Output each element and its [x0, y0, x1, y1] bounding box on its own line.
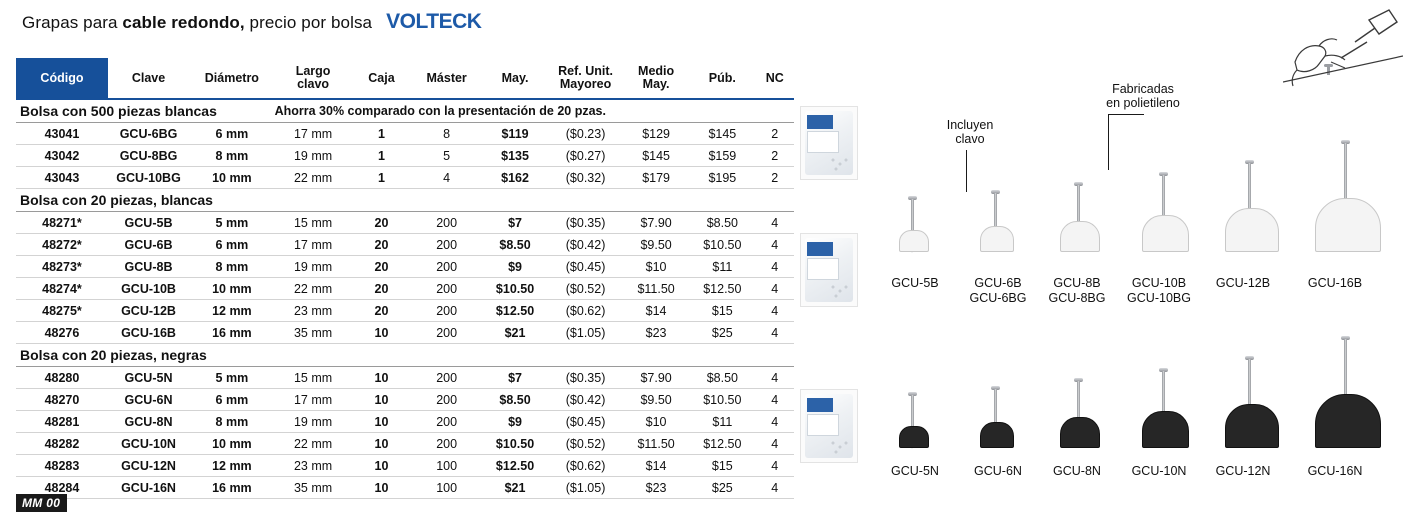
bag-contents-dots — [830, 284, 852, 300]
cell-may: $10.50 — [482, 433, 548, 455]
cell-largo: 19 mm — [275, 145, 352, 167]
product-label-gcu-10b: GCU-10B — [1131, 276, 1187, 290]
cell-refunit: ($0.42) — [548, 389, 623, 411]
cell-refunit: ($0.27) — [548, 145, 623, 167]
cell-pub: $145 — [689, 123, 755, 145]
cell-master: 100 — [411, 477, 482, 499]
cell-largo: 22 mm — [275, 278, 352, 300]
product-label-gcu-5n: GCU-5N — [891, 464, 939, 478]
section-title: Bolsa con 500 piezas blancas — [16, 99, 275, 123]
cell-clave: GCU-10N — [108, 433, 189, 455]
table-section-row — [16, 99, 794, 123]
product-label-gcu-10bg: GCU-10BG — [1127, 291, 1191, 305]
cell-refunit: ($0.52) — [548, 278, 623, 300]
page-title-suffix: precio por bolsa — [244, 13, 373, 32]
cell-pub: $159 — [689, 145, 755, 167]
cell-caja: 1 — [352, 145, 412, 167]
clip-white-gcu-8b — [1056, 182, 1108, 256]
clip-white-gcu-5b — [894, 196, 936, 256]
clip-body — [1225, 404, 1279, 448]
table-row — [16, 278, 794, 300]
cell-master: 100 — [411, 455, 482, 477]
cell-refunit: ($0.45) — [548, 411, 623, 433]
cell-diam: 12 mm — [189, 300, 274, 322]
cell-pub: $8.50 — [689, 367, 755, 389]
cell-caja: 10 — [352, 389, 412, 411]
table-row — [16, 167, 794, 189]
cell-pub: $11 — [689, 256, 755, 278]
cell-largo: 22 mm — [275, 167, 352, 189]
package-photo-20pcs-white — [800, 233, 858, 307]
clip-body — [1060, 221, 1100, 252]
cell-clave: GCU-10B — [108, 278, 189, 300]
cell-may: $10.50 — [482, 278, 548, 300]
clip-black-gcu-8n — [1056, 378, 1108, 452]
col-header-medio-may — [623, 58, 689, 99]
product-label-gcu-8bg: GCU-8BG — [1048, 291, 1106, 305]
col-header-medio-line2: May. — [642, 77, 670, 91]
cell-caja: 10 — [352, 477, 412, 499]
clip-black-gcu-12n — [1222, 356, 1288, 452]
cell-clave: GCU-12N — [108, 455, 189, 477]
clip-black-gcu-6n — [975, 386, 1021, 452]
cell-caja: 20 — [352, 212, 412, 234]
product-label-gcu-8b: GCU-8B — [1053, 276, 1101, 290]
col-header-codigo: Código — [16, 58, 108, 99]
cell-nc: 4 — [755, 322, 794, 344]
cell-clave: GCU-16B — [108, 322, 189, 344]
cell-caja: 10 — [352, 411, 412, 433]
cell-largo: 35 mm — [275, 322, 352, 344]
product-label-gcu-16b: GCU-16B — [1307, 276, 1363, 290]
table-row — [16, 411, 794, 433]
col-header-caja: Caja — [352, 58, 412, 99]
col-header-refunit-line2: Mayoreo — [559, 77, 612, 91]
table-row — [16, 322, 794, 344]
bag-label-blue — [807, 398, 833, 412]
cell-master: 8 — [411, 123, 482, 145]
cell-refunit: ($0.42) — [548, 234, 623, 256]
table-row — [16, 256, 794, 278]
bag-contents-dots — [830, 440, 852, 456]
bag-label-white — [807, 414, 839, 436]
cell-medio: $11.50 — [623, 278, 689, 300]
col-header-refunit-line1: Ref. Unit. — [558, 63, 613, 78]
cell-nc: 2 — [755, 123, 794, 145]
clip-body — [980, 226, 1014, 252]
cell-codigo: 48282 — [16, 433, 108, 455]
clip-body — [899, 230, 929, 252]
cell-nc: 4 — [755, 411, 794, 433]
cell-master: 200 — [411, 322, 482, 344]
cell-master: 200 — [411, 256, 482, 278]
cell-master: 200 — [411, 234, 482, 256]
cell-master: 200 — [411, 300, 482, 322]
col-header-master: Máster — [411, 58, 482, 99]
page-title-bold: cable redondo, — [122, 13, 245, 32]
cell-medio: $179 — [623, 167, 689, 189]
cell-clave: GCU-5B — [108, 212, 189, 234]
cell-codigo: 48272* — [16, 234, 108, 256]
cell-refunit: ($0.23) — [548, 123, 623, 145]
page-code-badge: MM 00 — [16, 494, 67, 512]
cell-pub: $195 — [689, 167, 755, 189]
cell-codigo: 48274* — [16, 278, 108, 300]
cell-may: $119 — [482, 123, 548, 145]
cell-master: 200 — [411, 389, 482, 411]
cell-caja: 10 — [352, 455, 412, 477]
clip-black-gcu-16n — [1312, 336, 1392, 452]
product-label-gcu-12b: GCU-12B — [1215, 276, 1271, 290]
cell-refunit: ($0.45) — [548, 256, 623, 278]
section-note: Ahorra 30% comparado con la presentación de 20 pzas. — [275, 99, 794, 123]
cell-refunit: ($0.35) — [548, 212, 623, 234]
bag-label-blue — [807, 242, 833, 256]
cell-caja: 20 — [352, 278, 412, 300]
cell-diam: 8 mm — [189, 411, 274, 433]
cell-caja: 10 — [352, 433, 412, 455]
table-row — [16, 455, 794, 477]
table-row — [16, 477, 794, 499]
cell-nc: 4 — [755, 278, 794, 300]
product-label-gcu-6b: GCU-6B — [974, 276, 1022, 290]
cell-medio: $14 — [623, 455, 689, 477]
cell-medio: $7.90 — [623, 367, 689, 389]
cell-largo: 17 mm — [275, 234, 352, 256]
cell-nc: 4 — [755, 234, 794, 256]
clip-body — [899, 426, 929, 448]
product-label-gcu-5b: GCU-5B — [891, 276, 939, 290]
cell-medio: $10 — [623, 411, 689, 433]
clip-black-gcu-5n — [894, 392, 936, 452]
cell-diam: 12 mm — [189, 455, 274, 477]
table-body — [16, 99, 794, 499]
cell-nc: 4 — [755, 455, 794, 477]
cell-medio: $14 — [623, 300, 689, 322]
cell-clave: GCU-5N — [108, 367, 189, 389]
clip-body — [980, 422, 1014, 448]
cell-codigo: 48271* — [16, 212, 108, 234]
clip-body — [1225, 208, 1279, 252]
page-title — [22, 13, 372, 33]
cell-may: $7 — [482, 212, 548, 234]
cell-medio: $145 — [623, 145, 689, 167]
cell-codigo: 48276 — [16, 322, 108, 344]
cell-clave: GCU-8BG — [108, 145, 189, 167]
cell-clave: GCU-12B — [108, 300, 189, 322]
cell-caja: 20 — [352, 234, 412, 256]
product-label-gcu-16n: GCU-16N — [1307, 464, 1363, 478]
page-title-prefix: Grapas para — [22, 13, 123, 32]
cell-refunit: ($0.32) — [548, 167, 623, 189]
cell-codigo: 43043 — [16, 167, 108, 189]
cell-clave: GCU-10BG — [108, 167, 189, 189]
cell-refunit: ($1.05) — [548, 322, 623, 344]
cell-may: $21 — [482, 322, 548, 344]
cell-diam: 8 mm — [189, 145, 274, 167]
cell-clave: GCU-6BG — [108, 123, 189, 145]
bag-label-white — [807, 131, 839, 153]
clip-body — [1315, 198, 1381, 252]
product-label-gcu-8n: GCU-8N — [1053, 464, 1101, 478]
cell-diam: 16 mm — [189, 322, 274, 344]
cell-largo: 19 mm — [275, 256, 352, 278]
col-header-nc: NC — [755, 58, 794, 99]
product-label-gcu-12n: GCU-12N — [1215, 464, 1271, 478]
section-title: Bolsa con 20 piezas, negras — [16, 344, 794, 367]
table-row — [16, 234, 794, 256]
callout-fabricadas-line2: en polietileno — [1106, 96, 1180, 111]
cell-master: 200 — [411, 278, 482, 300]
cell-pub: $10.50 — [689, 389, 755, 411]
table-header-row — [16, 58, 794, 99]
bag-contents-dots — [830, 157, 852, 173]
cell-codigo: 48284 — [16, 477, 108, 499]
cell-may: $9 — [482, 256, 548, 278]
cell-refunit: ($0.52) — [548, 433, 623, 455]
cell-diam: 10 mm — [189, 433, 274, 455]
callout-leader-1 — [966, 150, 967, 192]
table-section-row — [16, 344, 794, 367]
col-header-largo-line2: clavo — [297, 77, 330, 91]
table-row — [16, 212, 794, 234]
product-illustrations-panel — [860, 0, 1409, 518]
cell-master: 200 — [411, 367, 482, 389]
callout-incluyen-clavo — [930, 118, 1010, 147]
cell-pub: $15 — [689, 300, 755, 322]
product-label-gcu-10n: GCU-10N — [1131, 464, 1187, 478]
cell-clave: GCU-8N — [108, 411, 189, 433]
product-label-gcu-6n: GCU-6N — [974, 464, 1022, 478]
cell-nc: 2 — [755, 145, 794, 167]
cell-diam: 10 mm — [189, 278, 274, 300]
callout-fabricadas — [1088, 82, 1198, 111]
cell-codigo: 48280 — [16, 367, 108, 389]
col-header-diametro: Diámetro — [189, 58, 274, 99]
callout-leader-2 — [1108, 114, 1109, 170]
cell-pub: $10.50 — [689, 234, 755, 256]
cell-diam: 16 mm — [189, 477, 274, 499]
clip-white-gcu-6b — [975, 190, 1021, 256]
cell-master: 5 — [411, 145, 482, 167]
cell-largo: 23 mm — [275, 455, 352, 477]
col-header-may: May. — [482, 58, 548, 99]
clip-body — [1142, 215, 1189, 252]
cell-medio: $9.50 — [623, 234, 689, 256]
table-row — [16, 433, 794, 455]
cell-clave: GCU-16N — [108, 477, 189, 499]
cell-largo: 19 mm — [275, 411, 352, 433]
cell-codigo: 48273* — [16, 256, 108, 278]
cell-may: $8.50 — [482, 234, 548, 256]
cell-nc: 4 — [755, 433, 794, 455]
cell-diam: 6 mm — [189, 234, 274, 256]
cell-diam: 6 mm — [189, 123, 274, 145]
table-row — [16, 367, 794, 389]
product-label-gcu-6bg: GCU-6BG — [969, 291, 1027, 305]
cell-refunit: ($0.62) — [548, 455, 623, 477]
cell-medio: $7.90 — [623, 212, 689, 234]
cell-diam: 5 mm — [189, 212, 274, 234]
clip-white-gcu-16b — [1312, 140, 1392, 256]
cell-codigo: 43042 — [16, 145, 108, 167]
callout-leader-2-h — [1108, 114, 1144, 115]
cell-master: 4 — [411, 167, 482, 189]
cell-codigo: 43041 — [16, 123, 108, 145]
cell-caja: 10 — [352, 322, 412, 344]
col-header-pub: Púb. — [689, 58, 755, 99]
clip-body — [1142, 411, 1189, 448]
cell-pub: $25 — [689, 477, 755, 499]
cell-codigo: 48275* — [16, 300, 108, 322]
cell-largo: 23 mm — [275, 300, 352, 322]
cell-nc: 4 — [755, 389, 794, 411]
wall-line — [1283, 56, 1403, 82]
cell-may: $12.50 — [482, 300, 548, 322]
cell-medio: $10 — [623, 256, 689, 278]
cell-nc: 4 — [755, 300, 794, 322]
clip-white-gcu-10b — [1138, 172, 1196, 256]
price-table — [16, 58, 794, 499]
cell-caja: 1 — [352, 123, 412, 145]
table-row — [16, 300, 794, 322]
bag-label-blue — [807, 115, 833, 129]
callout-incluyen-line2: clavo — [955, 132, 985, 147]
cell-nc: 4 — [755, 477, 794, 499]
cell-clave: GCU-8B — [108, 256, 189, 278]
table-row — [16, 123, 794, 145]
cell-pub: $12.50 — [689, 433, 755, 455]
cell-codigo: 48270 — [16, 389, 108, 411]
callout-fabricadas-line1: Fabricadas — [1112, 82, 1174, 96]
cell-diam: 6 mm — [189, 389, 274, 411]
price-table-wrap — [16, 58, 794, 499]
cell-diam: 5 mm — [189, 367, 274, 389]
package-photo-20pcs-black — [800, 389, 858, 463]
cell-largo: 17 mm — [275, 389, 352, 411]
table-section-row — [16, 189, 794, 212]
cell-master: 200 — [411, 212, 482, 234]
clip-black-gcu-10n — [1138, 368, 1196, 452]
cell-medio: $129 — [623, 123, 689, 145]
cell-caja: 20 — [352, 256, 412, 278]
cell-medio: $23 — [623, 322, 689, 344]
cell-may: $21 — [482, 477, 548, 499]
cell-may: $162 — [482, 167, 548, 189]
cell-nc: 4 — [755, 212, 794, 234]
table-row — [16, 389, 794, 411]
cell-may: $8.50 — [482, 389, 548, 411]
table-row — [16, 145, 794, 167]
bag-label-white — [807, 258, 839, 280]
cell-refunit: ($0.35) — [548, 367, 623, 389]
cell-pub: $15 — [689, 455, 755, 477]
clip-white-gcu-12b — [1222, 160, 1288, 256]
hand-hammer-illustration — [1283, 4, 1403, 96]
cell-largo: 35 mm — [275, 477, 352, 499]
cell-medio: $23 — [623, 477, 689, 499]
table-header — [16, 58, 794, 99]
cell-may: $9 — [482, 411, 548, 433]
page-header — [22, 10, 481, 34]
cell-master: 200 — [411, 433, 482, 455]
cell-caja: 1 — [352, 167, 412, 189]
cell-refunit: ($0.62) — [548, 300, 623, 322]
col-header-ref-unit — [548, 58, 623, 99]
cell-largo: 22 mm — [275, 433, 352, 455]
cell-medio: $11.50 — [623, 433, 689, 455]
section-title: Bolsa con 20 piezas, blancas — [16, 189, 794, 212]
cell-clave: GCU-6N — [108, 389, 189, 411]
cell-diam: 10 mm — [189, 167, 274, 189]
cell-caja: 20 — [352, 300, 412, 322]
cell-largo: 17 mm — [275, 123, 352, 145]
cell-nc: 4 — [755, 256, 794, 278]
cell-pub: $25 — [689, 322, 755, 344]
cell-codigo: 48283 — [16, 455, 108, 477]
cell-refunit: ($1.05) — [548, 477, 623, 499]
col-header-clave: Clave — [108, 58, 189, 99]
cell-pub: $12.50 — [689, 278, 755, 300]
cell-pub: $8.50 — [689, 212, 755, 234]
cell-may: $135 — [482, 145, 548, 167]
cell-clave: GCU-6B — [108, 234, 189, 256]
cell-master: 200 — [411, 411, 482, 433]
brand-logo: VOLTECK — [386, 10, 482, 33]
callout-incluyen-line1: Incluyen — [946, 118, 994, 132]
cell-diam: 8 mm — [189, 256, 274, 278]
cell-medio: $9.50 — [623, 389, 689, 411]
cell-may: $7 — [482, 367, 548, 389]
cell-caja: 10 — [352, 367, 412, 389]
cell-pub: $11 — [689, 411, 755, 433]
col-header-medio-line1: Medio — [638, 63, 675, 78]
cell-nc: 4 — [755, 367, 794, 389]
clip-body — [1060, 417, 1100, 448]
clip-body — [1315, 394, 1381, 448]
col-header-largo-line1: Largo — [295, 63, 331, 78]
cell-codigo: 48281 — [16, 411, 108, 433]
cell-nc: 2 — [755, 167, 794, 189]
col-header-largo-clavo — [275, 58, 352, 99]
package-photo-500pcs — [800, 106, 858, 180]
cell-largo: 15 mm — [275, 212, 352, 234]
cell-may: $12.50 — [482, 455, 548, 477]
cell-largo: 15 mm — [275, 367, 352, 389]
